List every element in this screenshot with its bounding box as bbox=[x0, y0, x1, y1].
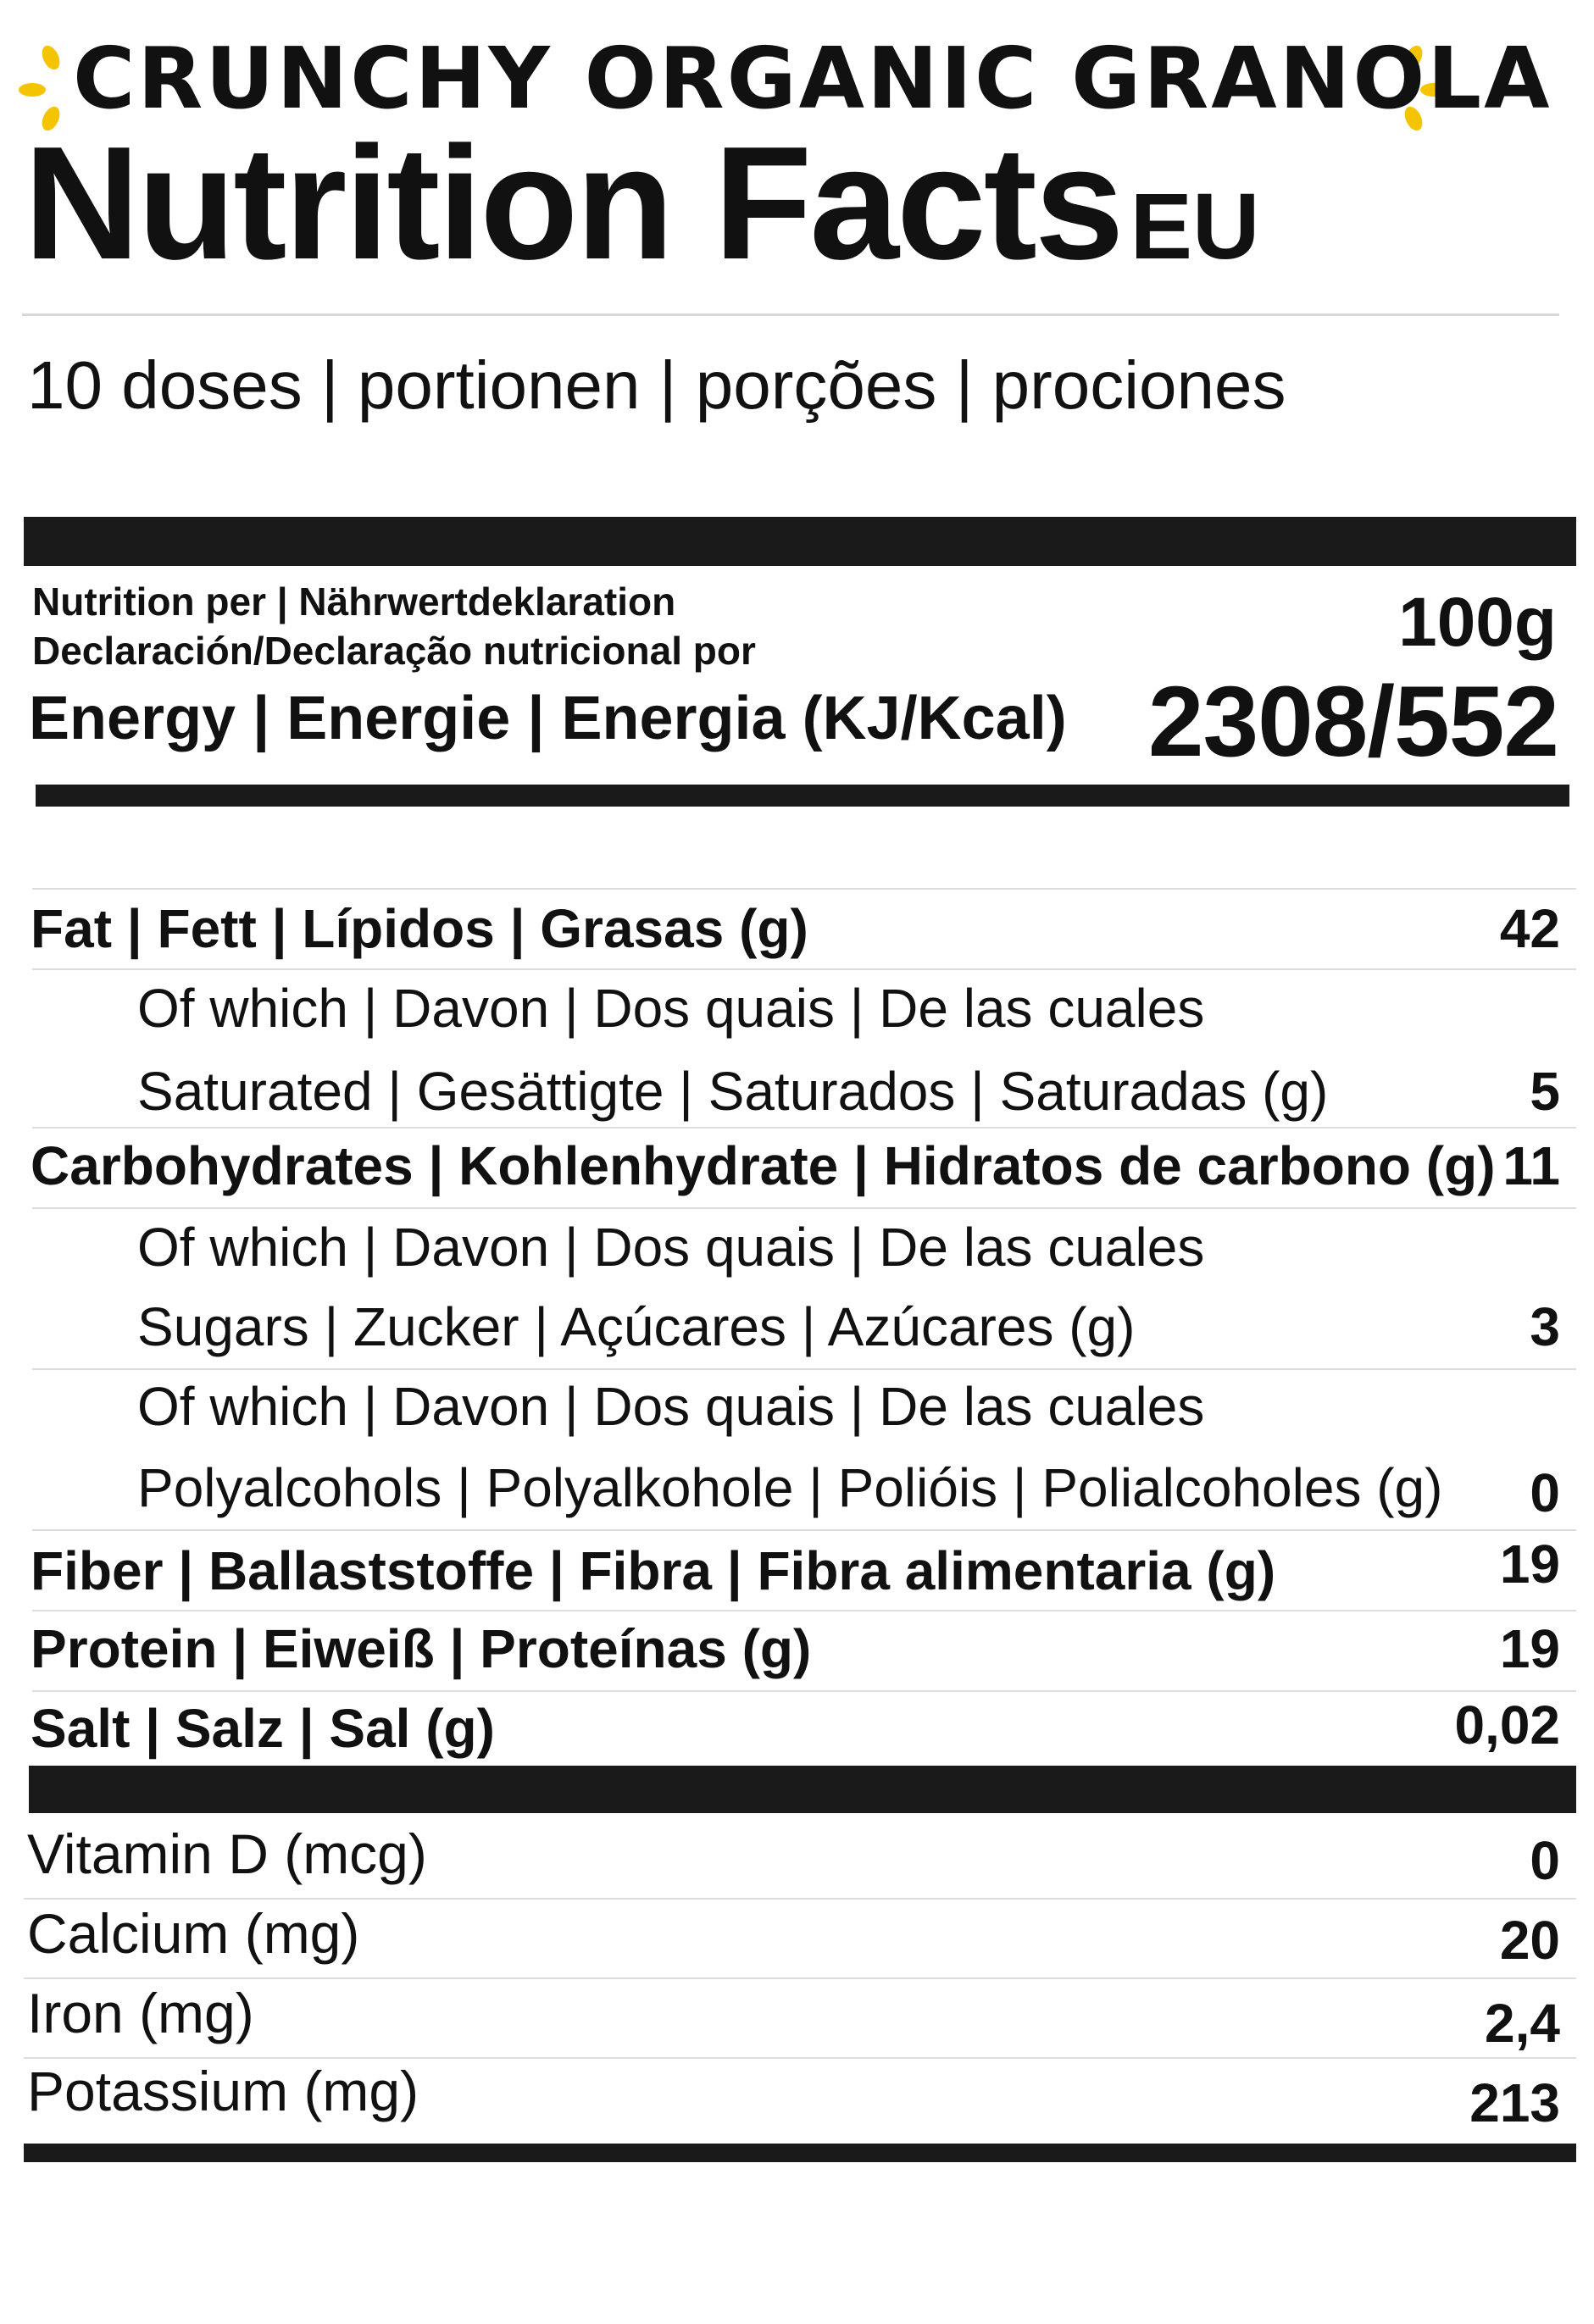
saturated-value: 5 bbox=[1530, 1061, 1560, 1122]
row-divider bbox=[32, 1127, 1576, 1129]
divider bbox=[22, 313, 1559, 316]
calcium-label: Calcium (mg) bbox=[27, 1902, 360, 1965]
carbs-value: 11 bbox=[1502, 1135, 1560, 1196]
brand-name: CRUNCHY ORGANIC GRANOLA bbox=[73, 29, 1552, 128]
potassium-value: 213 bbox=[1469, 2072, 1560, 2133]
polyalcohols-value: 0 bbox=[1530, 1462, 1560, 1523]
fiber-label: Fiber | Ballaststoffe | Fibra | Fibra alimentaria (g) bbox=[31, 1540, 1276, 1601]
title-text: Nutrition Facts bbox=[24, 114, 1122, 293]
iron-label: Iron (mg) bbox=[27, 1982, 254, 2044]
row-divider bbox=[32, 1529, 1576, 1531]
iron-value: 2,4 bbox=[1485, 1993, 1560, 2054]
fat-of-which-label: Of which | Davon | Dos quais | De las cuales bbox=[137, 978, 1205, 1039]
thick-bar-energy bbox=[36, 785, 1569, 807]
carbs-of-which-label: Of which | Davon | Dos quais | De las cuales bbox=[137, 1217, 1205, 1278]
per-amount: 100g bbox=[1398, 584, 1557, 661]
protein-value: 19 bbox=[1499, 1618, 1560, 1679]
row-divider bbox=[32, 1207, 1576, 1209]
sugars-value: 3 bbox=[1530, 1296, 1560, 1357]
polyalcohols-label: Polyalcohols | Polyalkohole | Polióis | Polialcoholes (g) bbox=[137, 1457, 1443, 1518]
energy-value: 2308/552 bbox=[1147, 666, 1558, 778]
fat-value: 42 bbox=[1499, 898, 1560, 959]
salt-value: 0,02 bbox=[1454, 1694, 1560, 1755]
thick-bar-bottom bbox=[24, 2144, 1576, 2162]
servings-text: 10 doses | portionen | porções | prociones bbox=[27, 347, 1286, 423]
saturated-label: Saturated | Gesättigte | Saturados | Saturadas (g) bbox=[137, 1061, 1329, 1122]
polyalcohols-of-which-label: Of which | Davon | Dos quais | De las cuales bbox=[137, 1376, 1205, 1437]
row-divider bbox=[32, 888, 1576, 890]
thick-bar-middle bbox=[29, 1766, 1576, 1813]
carbs-label: Carbohydrates | Kohlenhydrate | Hidratos de carbono (g) bbox=[31, 1135, 1496, 1196]
calcium-value: 20 bbox=[1499, 1910, 1560, 1971]
energy-label: Energy | Energie | Energia (KJ/Kcal) bbox=[29, 685, 1067, 752]
row-divider bbox=[32, 1368, 1576, 1370]
declaration-line-1: Nutrition per | Nährwertdeklaration bbox=[32, 580, 676, 624]
thick-bar-top bbox=[24, 517, 1576, 566]
row-divider bbox=[32, 1610, 1576, 1611]
potassium-label: Potassium (mg) bbox=[27, 2060, 419, 2122]
row-divider bbox=[32, 968, 1576, 970]
sugars-label: Sugars | Zucker | Açúcares | Azúcares (g) bbox=[137, 1296, 1136, 1357]
protein-label: Protein | Eiweiß | Proteínas (g) bbox=[31, 1618, 812, 1679]
row-divider bbox=[24, 1977, 1576, 1979]
declaration-line-2: Declaración/Declaração nutricional por bbox=[32, 629, 756, 673]
region-label: EU bbox=[1130, 175, 1260, 279]
vitamin-d-value: 0 bbox=[1530, 1830, 1560, 1891]
fat-label: Fat | Fett | Lípidos | Grasas (g) bbox=[31, 898, 808, 959]
fiber-value: 19 bbox=[1499, 1534, 1560, 1595]
row-divider bbox=[32, 1690, 1576, 1692]
page-title bbox=[24, 114, 1260, 312]
vitamin-d-label: Vitamin D (mcg) bbox=[27, 1822, 427, 1885]
salt-label: Salt | Salz | Sal (g) bbox=[31, 1698, 495, 1759]
